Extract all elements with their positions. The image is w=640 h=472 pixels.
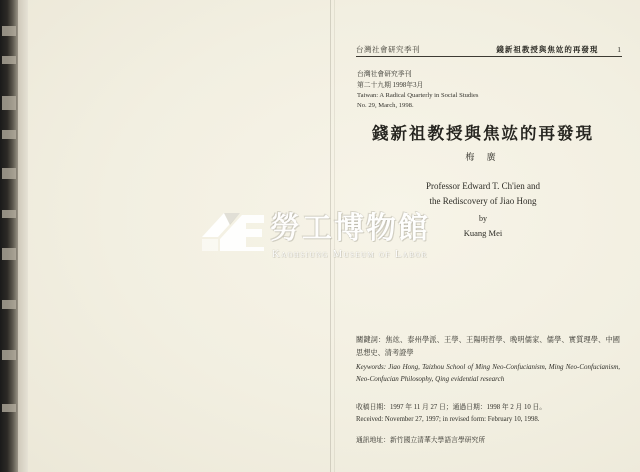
author-affiliation: 通訊地址：新竹國立清華大學語言學研究所: [356, 437, 486, 444]
watermark-text-cn: 勞工博物館: [270, 212, 430, 245]
journal-name-en: Taiwan: A Radical Quarterly in Social Studies: [357, 92, 479, 100]
scan-edge-gradient: [18, 0, 28, 472]
keywords-cn: 關鍵詞：焦竑、泰州學派、王學、王陽明哲學、晚明儒家、儒學、實質理學、中國思想史、清考證學: [356, 336, 620, 357]
running-head-left: 台灣社會研究季刊: [356, 45, 420, 54]
header-rule: [356, 56, 622, 57]
running-head-right: [496, 44, 622, 55]
page-number: 1: [617, 45, 622, 54]
journal-name-cn: 台灣社會研究季刊: [357, 71, 412, 78]
journal-issue-en: No. 29, March, 1998.: [357, 102, 414, 110]
by-label: by: [479, 214, 487, 223]
submission-dates: [356, 402, 620, 425]
article-title-en-line2: the Rediscovery of Jiao Hong: [429, 195, 537, 206]
submission-dates-cn: 收稿日期：1997 年 11 月 27 日；通過日期：1998 年 2 月 10 日。: [356, 404, 547, 411]
page-crease-secondary: [334, 0, 335, 472]
watermark-text-en: Kaohsiung Museum of Labor: [272, 249, 428, 260]
running-head: [356, 44, 622, 55]
page-crease: [330, 0, 331, 472]
submission-dates-en: Received: November 27, 1997; in revised form: February 10, 1998.: [356, 415, 540, 423]
journal-issue-cn: 第二十九期 1998年3月: [357, 81, 424, 89]
running-head-title: 錢新祖教授與焦竑的再發現: [496, 45, 599, 54]
article-author-cn: 梅 廣: [465, 152, 501, 162]
article-title-en-line1: Professor Edward T. Ch'ien and: [425, 181, 541, 191]
keywords-en: Keywords: Jiao Hong, Taizhou School of Ming Neo-Confucianism, Ming Neo-Confucianism, Neo-Confucian Philosophy, Qing evidential research: [356, 363, 620, 383]
article-author-en: Kuang Mei: [463, 228, 503, 238]
scan-left-edge: [0, 0, 18, 472]
article-title-cn: 錢新祖教授與焦竑的再發現: [372, 124, 594, 143]
page-content: [338, 0, 628, 472]
journal-info: [357, 70, 479, 112]
article-title-en: [338, 179, 628, 209]
